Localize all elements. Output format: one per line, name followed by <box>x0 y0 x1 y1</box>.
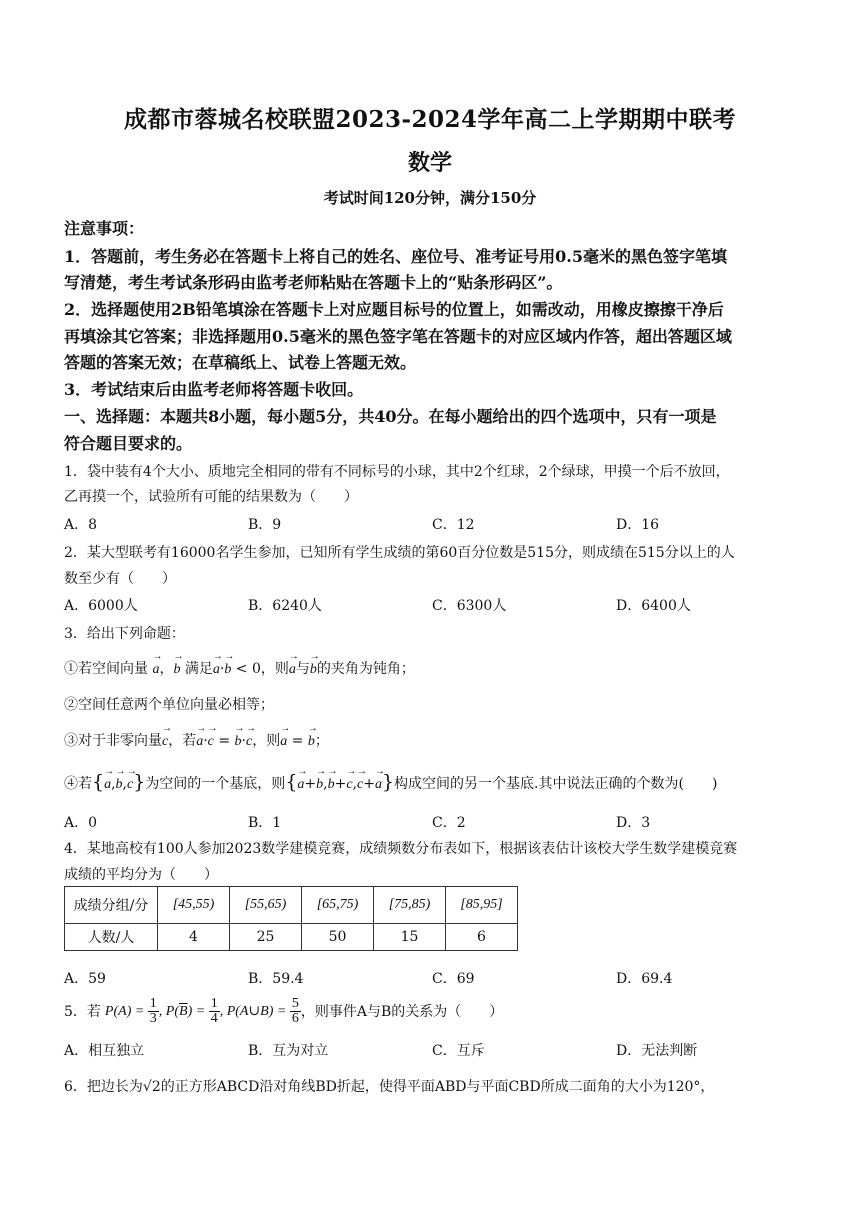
question-5-stem: 5．若 P(A) = $\frac{1}{3}$ , $P(\overline{B})$ = $\frac{1}{4}$ , P(A∪B) = $\frac{5}{6}$ ，则事件A与B的关系为（ ） <box>64 994 503 1030</box>
question-3-intro: 3．给出下列命题： <box>64 626 185 642</box>
table-cell: 25 <box>230 924 302 951</box>
q4-option-c: C．69 <box>432 971 475 987</box>
table-cell: 50 <box>302 924 374 951</box>
q1-option-d: D．16 <box>616 517 660 533</box>
question-1-line-1: 1．袋中装有4个大小、质地完全相同的带有不同标号的小球，其中2个红球，2个绿球，甲摸一个后不放回， <box>64 464 730 480</box>
question-3-proposition-4: ④若{→ a,→ b,→ c}为空间的一个基底，则{→ a+→ b,→ b+→ c,→ c+→ a}构成空间的另一个基底.其中说法正确的个数为( ) <box>64 771 717 793</box>
question-2-line-1: 2．某大型联考有16000名学生参加，已知所有学生成绩的第60百分位数是515分，则成绩在515分以上的人 <box>64 545 735 561</box>
question-4-line-2: 成绩的平均分为（ ） <box>64 867 218 883</box>
question-3-proposition-2: ②空间任意两个单位向量必相等； <box>64 697 274 713</box>
q5-option-a: A．相互独立 <box>64 1043 145 1059</box>
table-cell: [75,85) <box>374 887 446 924</box>
q3-option-d: D．3 <box>616 815 651 831</box>
question-2-line-2: 数至少有（ ） <box>64 571 176 587</box>
q2-option-d: D．6400人 <box>616 598 691 614</box>
table-row-counts <box>65 924 518 951</box>
notice-item-2-line-1: 2．选择题使用2B铅笔填涂在答题卡上对应题目标号的位置上，如需改动，用橡皮擦擦干净后 <box>64 300 724 319</box>
q4-option-d: D．69.4 <box>616 971 673 987</box>
q4-option-a: A．59 <box>64 971 106 987</box>
q1-option-c: C．12 <box>432 517 475 533</box>
question-3-proposition-3: ③对于非零向量→ c，若→ a·→ c = → b·→ c，则→ a = → b； <box>64 730 329 750</box>
question-1-line-2: 乙再摸一个，试验所有可能的结果数为（ ） <box>64 489 358 505</box>
q4-option-b: B．59.4 <box>248 971 304 987</box>
question-6-line-1: 6．把边长为√2的正方形ABCD沿对角线BD折起，使得平面ABD与平面CBD所成二面角的大小为120°， <box>64 1079 715 1095</box>
q3-option-a: A．0 <box>64 815 98 831</box>
notice-item-2-line-2: 再填涂其它答案；非选择题用0.5毫米的黑色签字笔在答题卡的对应区域内作答，超出答题区域 <box>64 327 732 346</box>
q3-option-b: B．1 <box>248 815 282 831</box>
frequency-table <box>64 886 518 951</box>
section-1-heading-line-1: 一、选择题：本题共8小题，每小题5分，共40分。在每小题给出的四个选项中，只有一项是 <box>64 407 717 426</box>
subject-heading: 数学 <box>407 150 452 176</box>
q5-option-b: B．互为对立 <box>248 1043 329 1059</box>
table-row-label: 成绩分组/分 <box>65 887 158 924</box>
exam-title: 成都市蓉城名校联盟2023-2024学年高二上学期期中联考 <box>123 106 737 133</box>
q1-option-b: B．9 <box>248 517 282 533</box>
q3-option-c: C．2 <box>432 815 466 831</box>
question-4-line-1: 4．某地高校有100人参加2023数学建模竞赛，成绩频数分布表如下，根据该表估计该校大学生数学建模竞赛 <box>64 841 738 857</box>
probability-expression: P(A) = $\frac{1}{3}$ , $P(\overline{B})$ = $\frac{1}{4}$ , P(A∪B) = $\frac{5}{6}$ <box>104 996 299 1027</box>
table-row-label: 人数/人 <box>65 924 158 951</box>
question-3-proposition-1: ①若空间向量 → a，→ b 满足→ a·→ b < 0，则→ a与→ b的夹角为钝角； <box>64 658 415 678</box>
notice-heading: 注意事项： <box>64 219 145 238</box>
table-cell: [65,75) <box>302 887 374 924</box>
table-cell: 4 <box>158 924 230 951</box>
notice-item-1-line-2: 写清楚，考生考试条形码由监考老师粘贴在答题卡上的“贴条形码区”。 <box>64 273 563 292</box>
exam-time-info: 考试时间120分钟，满分150分 <box>323 189 537 207</box>
table-cell: [55,65) <box>230 887 302 924</box>
notice-item-1-line-1: 1．答题前，考生务必在答题卡上将自己的姓名、座位号、准考证号用0.5毫米的黑色签字笔填 <box>64 247 727 266</box>
q5-option-c: C．互斥 <box>432 1043 485 1059</box>
table-cell: [85,95] <box>446 887 518 924</box>
q2-option-a: A．6000人 <box>64 598 138 614</box>
notice-item-3: 3．考试结束后由监考老师将答题卡收回。 <box>64 380 364 399</box>
q1-option-a: A．8 <box>64 517 98 533</box>
q2-option-b: B．6240人 <box>248 598 322 614</box>
q2-option-c: C．6300人 <box>432 598 507 614</box>
table-cell: [45,55) <box>158 887 230 924</box>
table-row-groups <box>65 887 518 924</box>
table-cell: 6 <box>446 924 518 951</box>
table-cell: 15 <box>374 924 446 951</box>
notice-item-2-line-3: 答题的答案无效；在草稿纸上、试卷上答题无效。 <box>64 353 417 372</box>
q5-option-d: D．无法判断 <box>616 1043 698 1059</box>
section-1-heading-line-2: 符合题目要求的。 <box>64 434 193 453</box>
